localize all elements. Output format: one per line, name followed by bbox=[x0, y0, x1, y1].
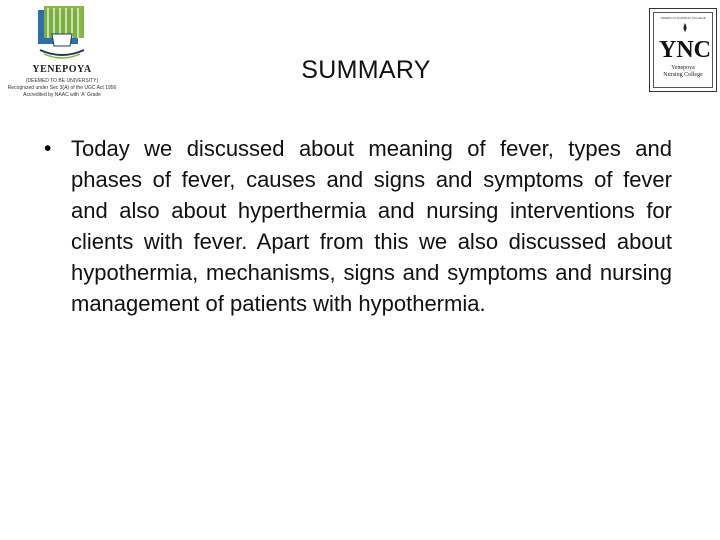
nursing-college-logo bbox=[649, 8, 717, 92]
summary-bullet bbox=[44, 133, 672, 319]
university-status: (DEEMED TO BE UNIVERSITY) bbox=[25, 78, 99, 84]
university-name: YENEPOYA bbox=[32, 64, 92, 75]
shield-icon bbox=[34, 4, 90, 62]
lamp-icon bbox=[655, 21, 715, 61]
yenepoya-university-logo bbox=[6, 2, 118, 106]
university-recognition: Recognized under Sec 3(A) of the UGC Act 1956 bbox=[7, 85, 117, 91]
logo-caption-line1: Yenepoya bbox=[671, 65, 695, 71]
logo-top-text: YENEPOYA NURSING COLLEGE bbox=[660, 16, 706, 20]
logo-frame bbox=[653, 12, 713, 88]
university-accreditation: Accredited by NAAC with 'A' Grade bbox=[23, 92, 101, 98]
logo-caption-line2: Nursing College bbox=[663, 72, 703, 78]
summary-text: Today we discussed about meaning of fever, types and phases of fever, causes and signs and symptoms of fever and also about hyperthermia and nursing interventions for clients with fever. Apart from this we also discussed about hypothermia, mechanisms, signs and symptoms and nursing management of patients with hypothermia. bbox=[71, 136, 672, 316]
logo-letters: YNC bbox=[659, 37, 711, 61]
bullet-icon: • bbox=[44, 137, 52, 160]
slide-title: SUMMARY bbox=[301, 56, 431, 84]
